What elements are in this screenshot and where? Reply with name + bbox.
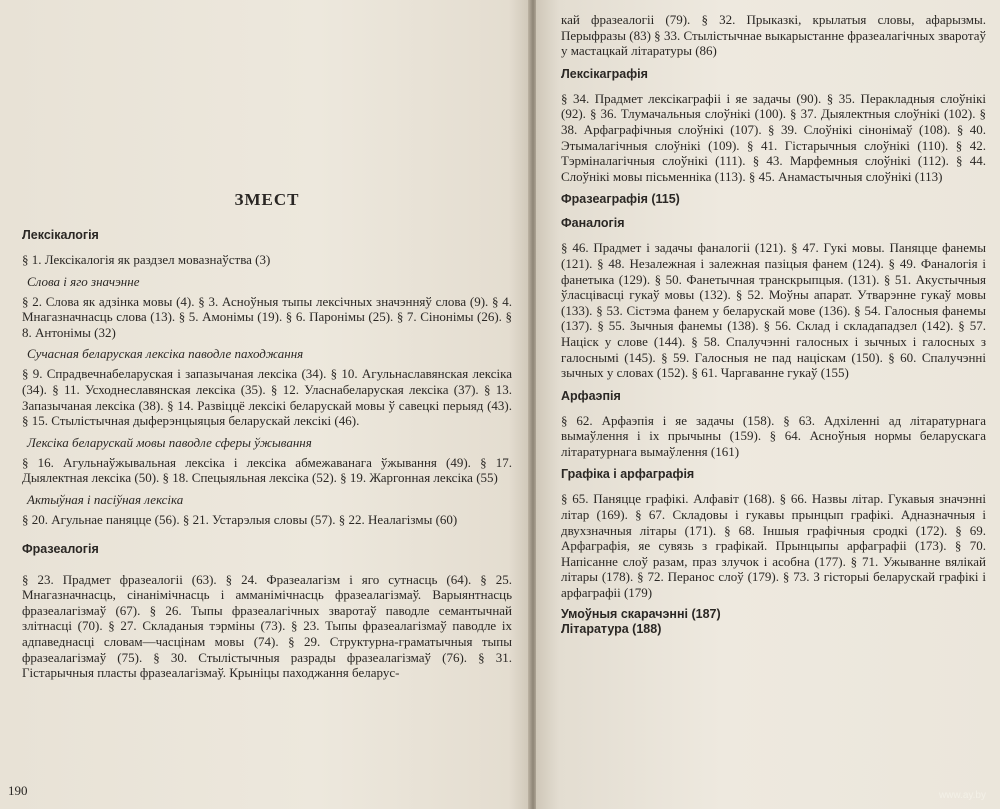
right-column	[561, 12, 986, 637]
toc-paragraph: § 62. Арфаэпія і яе задачы (158). § 63. Адхіленні ад літаратурнага вымаўлення і іх прычыны (159). § 64. Асноўныя нормы беларускага літаратурнага вымаўлення (161)	[561, 412, 986, 459]
section-heading-grafika: Графіка і арфаграфія	[561, 467, 695, 482]
toc-paragraph: § 23. Прадмет фразеалогіі (63). § 24. Фразеалагізм і яго сутнасць (64). § 25. Мнагазначнасць, сінанімічнасць і амманімічнасць фразеалагізмаў. Варыянтнасць фразеалагізмаў (67). § 26. Тыпы фразеалагічных зваротаў паводле семантычнай злітнасці (70). § 27. Складаныя тэрміны (73). § 23. Тыпы фразеалагізмаў паводле іх адпаведнасці словам—часцінам мовы (74). § 29. Структурна-граматычныя тыпы фразеалагізмаў (75). § 30. Стылістычныя разрады фразеалагізмаў (76). § 31. Гістарычныя пласты фразеалагізмаў. Крыніцы паходжання беларус-	[22, 571, 512, 681]
right-page	[536, 0, 1000, 809]
section-heading-frazeagrafiya: Фразеаграфія (115)	[561, 192, 680, 207]
subsection-heading: Сучасная беларуская лексіка паводле паходжання	[27, 346, 304, 362]
watermark: www.ay.by	[938, 790, 986, 801]
toc-paragraph: § 20. Агульнае паняцце (56). § 21. Устарэлыя словы (57). § 22. Неалагізмы (60)	[22, 511, 458, 527]
subsection-heading: Слова і яго значэнне	[27, 273, 140, 289]
section-heading-frazealogiya: Фразеалогія	[22, 541, 99, 556]
toc-paragraph: § 1. Лексікалогія як раздзел мовазнаўства (3)	[22, 252, 271, 267]
toc-paragraph: § 16. Агульнаўжывальная лексіка і лексіка абмежаванага ўжывання (49). § 17. Дыялектная лексіка (50). § 18. Спецыяльная лексіка (52). § 19. Жаргонная лексіка (55)	[22, 454, 512, 486]
left-column	[22, 190, 512, 687]
section-heading-leksikagrafiya: Лексікаграфія	[561, 66, 648, 81]
subsection-heading: Актыўная і пасіўная лексіка	[27, 491, 184, 507]
toc-paragraph: § 65. Паняцце графікі. Алфавіт (168). § 66. Назвы літар. Гукавыя значэнні літар (169). § 67. Складовы і гукавы прынцып графікі. Адназначныя і двухзначныя літары (171). § 68. Іншыя графічныя сродкі (172). § 69. Арфаграфія, яе сувязь з графікай. Прынцыпы арфаграфіі (173). § 70. Напісанне слоў разам, праз злучок і асобна (177). § 71. Ужыванне вялікай літары (178). § 72. Перанос слоў (179). § 73. З гісторыі беларускай графікі і арфаграфіі (179)	[561, 491, 986, 601]
toc-entry-skarachenni: Умоўныя скарачэнні (187)	[561, 606, 721, 621]
section-heading-fanalogiya: Фаналогія	[561, 216, 625, 231]
toc-paragraph: кай фразеалогіі (79). § 32. Прыказкі, крылатыя словы, афарызмы. Перыфразы (83) § 33. Стылістычнае выкарыстанне фразеалагічных зваротаў у мастацкай літаратуры (86)	[561, 12, 986, 59]
toc-paragraph: § 34. Прадмет лексікаграфіі і яе задачы (90). § 35. Перакладныя слоўнікі (92). § 36. Тлумачальныя слоўнікі (100). § 37. Дыялектныя слоўнікі (102). § 38. Арфаграфічныя слоўнікі (107). § 39. Слоўнікі сінонімаў (108). § 40. Этымалагічныя слоўнікі (109). § 41. Гістарычныя слоўнікі (110). § 42. Тэрміналагічныя слоўнікі (111). § 43. Марфемныя слоўнікі (112). § 44. Слоўнікі мовы пісьменніка (113). § 45. Анамастычныя слоўнікі (113)	[561, 90, 986, 184]
toc-paragraph: § 9. Спрадвечнабеларуская і запазычаная лексіка (34). § 10. Агульнаславянская лексіка (34). § 11. Усходнеславянская лексіка (35). § 12. Уласнабеларуская лексіка (37). § 13. Запазычаная лексіка (38). § 14. Развіццё лексікі беларускай мовы ў савецкі перыяд (43). § 15. Стылістычная дыферэнцыяцыя беларускай лексікі (46).	[22, 366, 512, 429]
subsection-heading: Лексіка беларускай мовы паводле сферы ўжывання	[27, 434, 312, 450]
section-heading-leksikalogiya: Лексікалогія	[22, 228, 99, 242]
page-title: ЗМЕСТ	[234, 190, 300, 209]
toc-entry-literatura: Літаратура (188)	[561, 621, 662, 636]
page-number: 190	[8, 783, 28, 798]
toc-paragraph: § 2. Слова як адзінка мовы (4). § 3. Асноўныя тыпы лексічных значэнняў слова (9). § 4. Мнагазначнасць слова (13). § 5. Амонімы (19). § 6. Паронімы (25). § 7. Сінонімы (26). § 8. Антонімы (32)	[22, 293, 512, 340]
toc-paragraph: § 46. Прадмет і задачы фаналогіі (121). § 47. Гукі мовы. Паняцце фанемы (121). § 48. Незалежная і залежная пазіцыя фанем (124). § 49. Фаналогія і фанетыка (129). § 50. Фанетычная транскрыпцыя. (131). § 51. Акустычныя ўласцівасці гукаў мовы (132). § 52. Моўны апарат. Утварэнне гукаў мовы (133). § 53. Сістэма фанем у беларускай мове (136). § 54. Галосныя фанемы (137). § 55. Зычныя фанемы (138). § 56. Склад і складападзел (142). § 57. Націск у слове (144). § 58. Спалучэнні галосных і зычных і галосных з галоснымі (145). § 59. Галосныя не пад націскам (150). § 60. Спалучэнні зычных у словах (152). § 61. Чаргаванне гукаў (155)	[561, 240, 986, 381]
section-heading-arfaepiya: Арфаэпія	[561, 388, 621, 403]
